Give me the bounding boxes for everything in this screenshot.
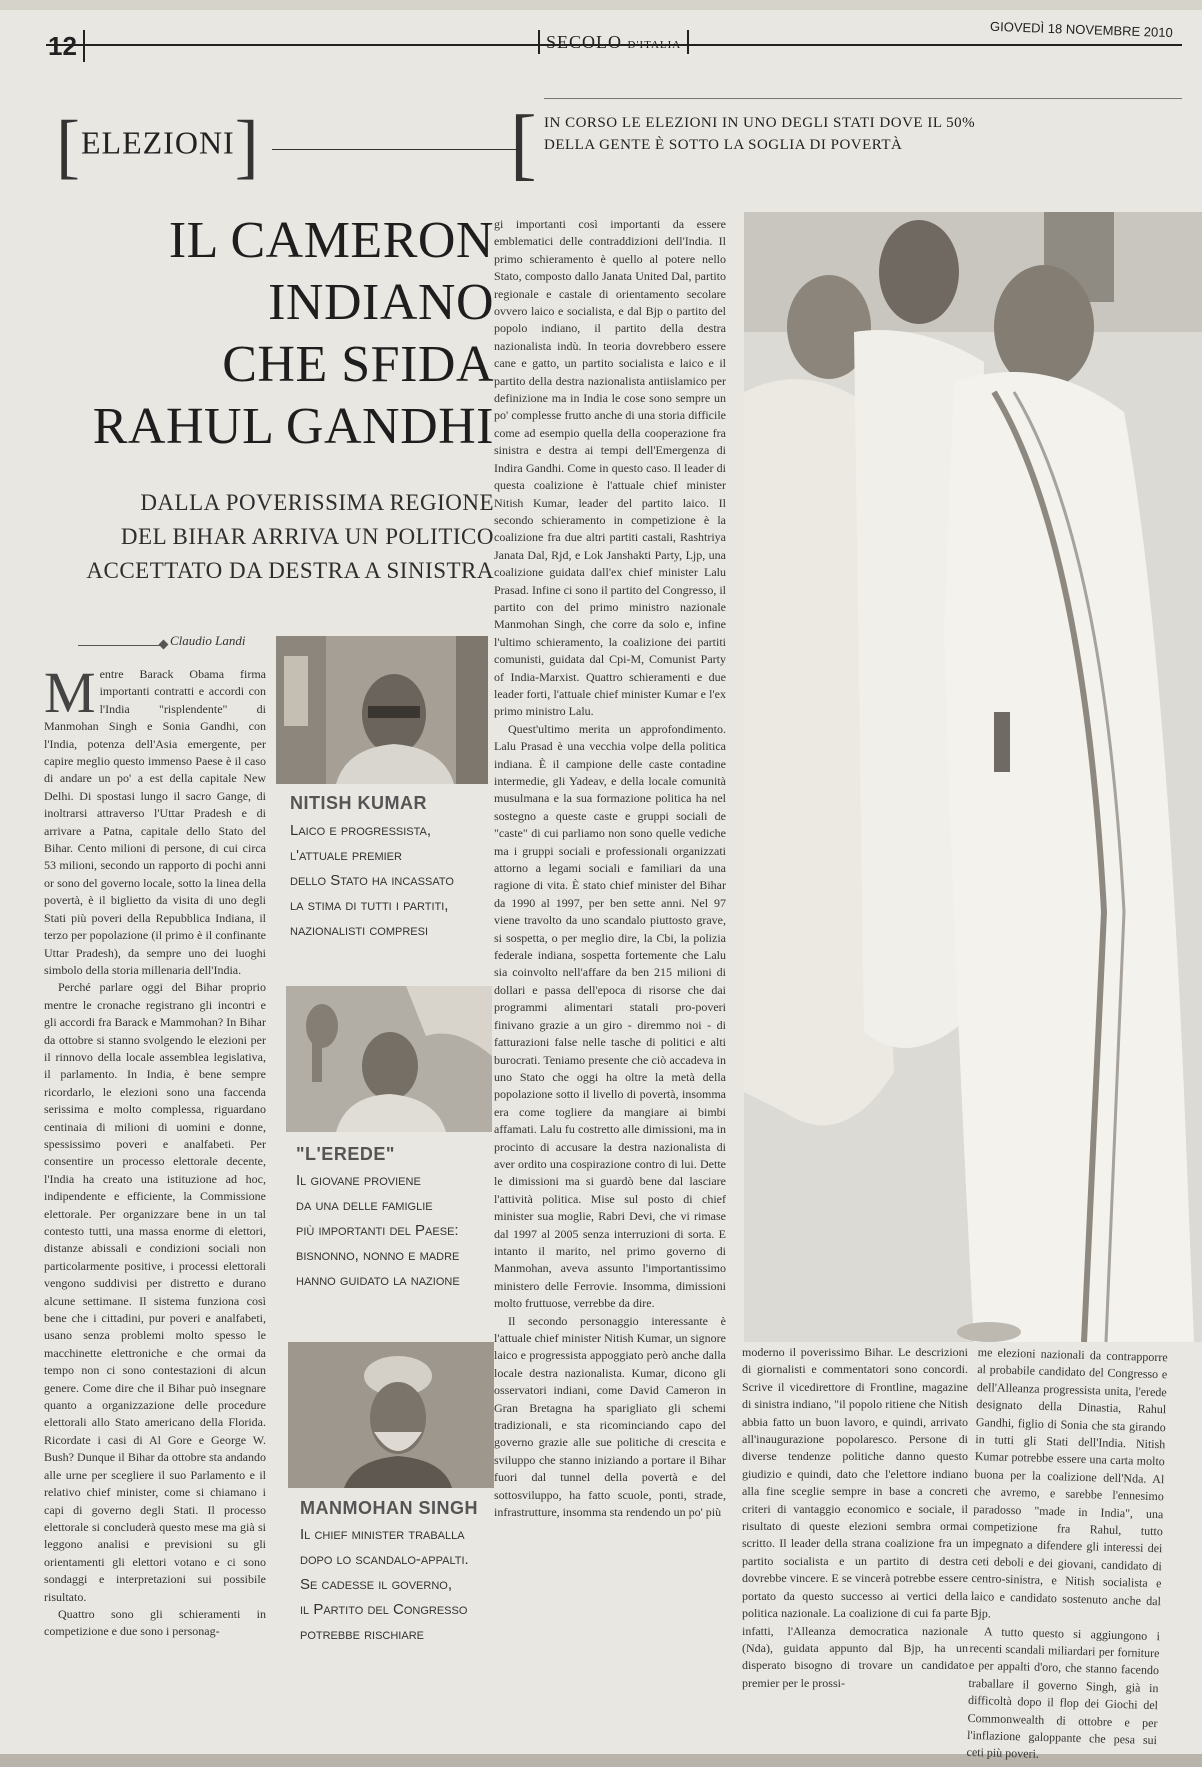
headline-line: RAHUL GANDHI	[92, 398, 494, 455]
kicker-rule	[544, 98, 1182, 99]
page-number: 12	[48, 30, 85, 62]
sidebar-caption	[290, 818, 490, 943]
caption-line: più importanti del Paese:	[296, 1222, 459, 1239]
headline-line: INDIANO	[268, 274, 494, 331]
article-paragraph: Quattro sono gli schieramenti in competizione e due sono i personag-	[44, 1606, 266, 1639]
masthead-suffix: D'ITALIA	[627, 39, 682, 51]
subheadline-line: ACCETTATO DA DESTRA A SINISTRA	[86, 558, 494, 583]
portrait-illustration	[286, 986, 492, 1132]
paragraph-text: entre Barack Obama firma importanti contratti e accordi con l'India "risplendente" di Manmohan Singh e Sonia Gandhi, con l'India, potenza dell'Asia emergente, per capire meglio questo immenso Paese è il caso di andare un po' a est della capitale New Delhi. Di spostasi lungo il sacro Gange, di inoltrarsi attraverso l'Uttar Pradesh e di arrivare a Patna, capitale dello Stato del Bihar. Cento milioni di persone, di cui circa 53 milioni, secondo un rapporto di pochi anni or sono del governo locale, sotto la linea della povertà, è il biglietto da visita di uno degli Stati più poveri della Repubblica Indiana, il terzo per popolazione (il primo è il confinante Uttar Pradesh), da sempre uno dei luoghi simbolo della storia millenaria dell'India.	[44, 667, 266, 977]
headline-line: CHE SFIDA	[222, 336, 494, 393]
article-paragraph: A tutto questo si aggiungono i recenti scandali miliardari per forniture e per appalti d'oro, che stanno facendo traballare il governo Singh, già in difficoltà dopo il flop dei Giochi del Commonwealth di ottobre e per l'inflazione galoppante che pesa sui ceti più poveri.	[966, 1623, 1161, 1762]
caption-line: la stima di tutti i partiti,	[290, 897, 449, 914]
issue-date: GIOVEDÌ 18 NOVEMBRE 2010	[989, 18, 1174, 41]
article-paragraph: Perché parlare oggi del Bihar proprio mentre le cronache registrano gli incontri e gli accordi fra Barack e Mammohan? In Bihar da ottobre si stanno svolgendo le elezioni per il rinnovo della locale assemblea legislativa, il parlamento. In India, è bene sempre ricordarlo, le elezioni sono una faccenda serissima e molto complessa, riguardano centinaia di milioni di uomini e donne, spessissimo poveri e analfabeti. Per consentire un processo elettorale decente, l'India ha creato una istituzione ad hoc, indipendente e efficiente, la Commissione elettorale. Per organizzare bene in un tal contesto tutti, una massa enorme di elettori, distanze abissali e condizioni sociali non particolarmente positive, i processi elettorali vengono suddivisi per distretto e durano alcune settimane. Il sistema funziona così bene che i cittadini, pur poveri e analfabeti, usano senza problemi molto spesso le macchinette elettroniche e che ormai da tempo non ci sono contestazioni di alcun genere. Come dire che il Bihar può insegnare quanto a organizzazione delle procedure elettorali allo Stato americano della Florida. Ricordate i casi di Al Gore e George W. Bush? Dunque il Bihar da ottobre sta andando alle urne per scegliere il suo Parlamento e il relativo chief minister, come si chiamano i capi di governo degli Stati. Il processo elettorale si concluderà questo mese ma già si leggono analisi e previsioni su gli orientamenti gli elettori votano e ci sono sondaggi e interpretazioni sui possibile risultato.	[44, 980, 266, 1604]
sidebar-name: NITISH KUMAR	[290, 793, 427, 813]
article-paragraph: moderno il poverissimo Bihar. Le descrizioni di giornalisti e commentatori sono concordi. Scrive il vicedirettore di Frontline, magazine di sinistra indiano, "il popolo ritiene che Nitish abbia fatto un buon lavoro, e quindi, arrivato all'inaugurazione popolaresco. Persone di diverse tendenze politiche danno questo giudizio e quindi, dato che l'elettore indiano alla fine sceglie sempre in base a concreti criteri di vantaggio economico e sociale, il risultato di queste elezioni sembra ormai scritto. Il leader della strana coalizione fra un partito socialista e un partito di destra dovrebbe vincere. E se vincerà potrebbe essere portato da questo successo ai vertici della politica nazionale. La coalizione di cui fa parte infatti, l'Alleanza democratica nazionale (Nda), guidata appunto dal Bjp, ha un disperato bisogno di trovare un candidato premier per le prossi-	[742, 1345, 968, 1690]
nitish-kumar-photo	[276, 636, 488, 784]
sidebar-name: "L'EREDE"	[296, 1144, 395, 1164]
caption-line: il Partito del Congresso	[300, 1601, 468, 1618]
caption-line: Il giovane proviene	[296, 1172, 421, 1189]
caption-line: l'attuale premier	[290, 847, 402, 864]
section-label	[56, 106, 260, 186]
article-column-2	[494, 216, 726, 1520]
caption-line: dello Stato ha incassato	[290, 872, 454, 889]
section-label-text: ELEZIONI	[80, 124, 235, 161]
article-column-1	[44, 660, 266, 1746]
caption-line: da una delle famiglie	[296, 1197, 433, 1214]
article-column-3	[742, 1344, 968, 1744]
article-paragraph	[44, 660, 266, 979]
right-bracket: ]	[234, 106, 260, 186]
headline	[40, 210, 494, 458]
masthead-title: SECOLO	[546, 32, 623, 52]
byline-rule	[78, 645, 162, 646]
article-paragraph: me elezioni nazionali da contrapporre al probabile candidato del Congresso e dell'Alleanza progressista unita, l'erede designato della Dinastia, Rahul Gandhi, figlio di Sonia che sta girando in tutti gli Stati dell'India. Nitish Kumar potrebbe essere una carta molto buona per la coalizione dell'Nda. Al che avremo, e sarebbe l'ennesimo paradosso "made in India", una competizione fra Rahul, tutto impegnato a difendere gli interessi dei ceti deboli e dei giovani, candidato di centro-sinistra, e Nitish socialista e laico e candidato sostenuto anche dal Bjp.	[970, 1344, 1168, 1621]
article-column-4	[966, 1344, 1168, 1762]
photo-illustration	[744, 212, 1202, 1342]
article-paragraph: Quest'ultimo merita un approfondimento. Lalu Prasad è una vecchia volpe della politica indiana. È il campione delle caste contadine intermedie, gli Yadeav, e della locale comunità musulmana e la sua formazione politica ha nel sostegno a queste caste e gruppi sociali de "caste" di cui parliamo non sono quelle vediche ma i gruppi sociali e professionali organizzati attorno a legami sociali e familiari da una ragione di vita. È stato chief minister del Bihar da 1990 al 1997, per ben sette anni. Nel 97 viene travolto da uno scandalo piuttosto grave, si sospetta, o per meglio dire, la Cbi, la polizia federale indiana, sospetta fortemente che Lalu sia coinvolto nell'affare da ben 215 milioni di dollari e passa dell'epoca di risorse che dai programmi alimentari statali pro-poveri finivano grazie a un giro - diremmo noi - di fatturazioni false nelle tasche di politici e alti burocrati. Teniamo presente che ciò accadeva in uno Stato che oggi ha oltre la metà della popolazione sotto il livello di povertà, insomma era come togliere da mangiare ai bimbi affamati. Lalu fu costretto alle dimissioni, ma in procinto di accusare la destra nazionalista di aver ordito una cospirazione contro di lui. Dette le dimissioni ma si guardò bene dal lasciare l'attività politica. Mise sul posto di chief minister sua moglie, Rabri Devi, che vi rimase dal 1997 al 2005 senza interruzioni di sorta. E intanto il marito, nel primo governo di Manmohan, aveva assunto l'importantissimo ministero delle Ferrovie. Insomma, dimissioni molto fruttuose, verrebbe da dire.	[494, 721, 726, 1311]
left-bracket: [	[56, 106, 81, 186]
caption-line: dopo lo scandalo-appalti.	[300, 1551, 469, 1568]
caption-line: Il chief minister traballa	[300, 1526, 465, 1543]
sidebar-caption	[300, 1522, 500, 1647]
caption-line: hanno guidato la nazione	[296, 1272, 460, 1289]
kicker-text: IN CORSO LE ELEZIONI IN UNO DEGLI STATI DOVE IL 50% DELLA GENTE È SOTTO LA SOGLIA DI POVERTÀ	[544, 115, 976, 153]
masthead	[538, 30, 689, 54]
byline-ornament	[159, 640, 169, 650]
byline: Claudio Landi	[170, 633, 246, 648]
kicker-bracket: [	[510, 100, 537, 188]
section-rule	[272, 149, 522, 150]
article-paragraph: gi importanti così importanti da essere emblematici delle contraddizioni dell'India. Il primo schieramento è quello al potere nello Stato, composto dallo Janata United Dal, partito regionale e castale di orientamento secolare ovvero laico e socialista, e dal Bjp o partito del popolo indiano, il partito della destra nazionalista indù. In teoria dovrebbero essere cane e gatto, un partito socialista e laico e il partito della destra nazionalista antiislamico per definizione ma in India le cose sono sempre un po' complesse frutto anche di una storia difficile come ad esempio quella della cooperazione fra sinistra e destra ai tempi dell'Emergenza di Indira Gandhi. Come in questo caso. Il leader di questa coalizione è l'attuale chief minister Nitish Kumar, leader del partito laico. Il secondo schieramento in competizione è la coalizione fra due altri partiti castali, Rashtriya Janata Dal, Rjd, e Lok Janshakti Party, Ljp, una coalizione guidata dall'ex chief minister Lalu Prasad. Infine ci sono il partito del Congresso, il partito con del primo ministro nazionale Manmohan Singh, che corre da solo e, infine l'ultimo schieramento, la coalizione dei partiti comunisti, guidata dal Cpi-M, Comunist Party of India-Marxist. Quattro schieramenti e due leader forti, l'attuale chief minister Kumar e l'ex primo ministro Lalu.	[494, 217, 726, 719]
subheadline-line: DALLA POVERISSIMA REGIONE	[140, 490, 494, 515]
drop-cap: M	[44, 660, 96, 725]
headline-line: IL CAMERON	[168, 212, 494, 269]
page-top-edge	[0, 0, 1202, 10]
caption-line: Laico e progressista,	[290, 822, 432, 839]
caption-line: bisnonno, nonno e madre	[296, 1247, 460, 1264]
caption-line: Se cadesse il governo,	[300, 1576, 452, 1593]
article-paragraph: Il secondo personaggio interessante è l'attuale chief minister Nitish Kumar, un signore laico e progressista appoggiato però anche dalla locale destra nazionalista. Kumar, dicono gli osservatori indiani, come David Cameron in Gran Bretagna ha sparigliato gli schemi tradizionali, e sta ricominciando capo del governo grazie alle sue politiche di crescita e sviluppo che stanno iniziando a portare il Bihar fuori dal tunnel della povertà e del sottosviluppo, ha fatto scuole, ponti, strade, infrastrutture, insomma sta rendendo un po' più	[494, 1313, 726, 1520]
rahul-gandhi-photo	[286, 986, 492, 1132]
main-photo-sonia-gandhi	[744, 212, 1202, 1342]
manmohan-singh-photo	[288, 1342, 494, 1488]
sidebar-caption	[296, 1168, 496, 1293]
subheadline	[40, 486, 494, 588]
portrait-illustration	[276, 636, 488, 784]
caption-line: nazionalisti compresi	[290, 922, 429, 939]
portrait-illustration	[288, 1342, 494, 1488]
caption-line: potrebbe rischiare	[300, 1626, 424, 1643]
subheadline-line: DEL BIHAR ARRIVA UN POLITICO	[120, 524, 494, 549]
sidebar-name: MANMOHAN SINGH	[300, 1498, 478, 1518]
